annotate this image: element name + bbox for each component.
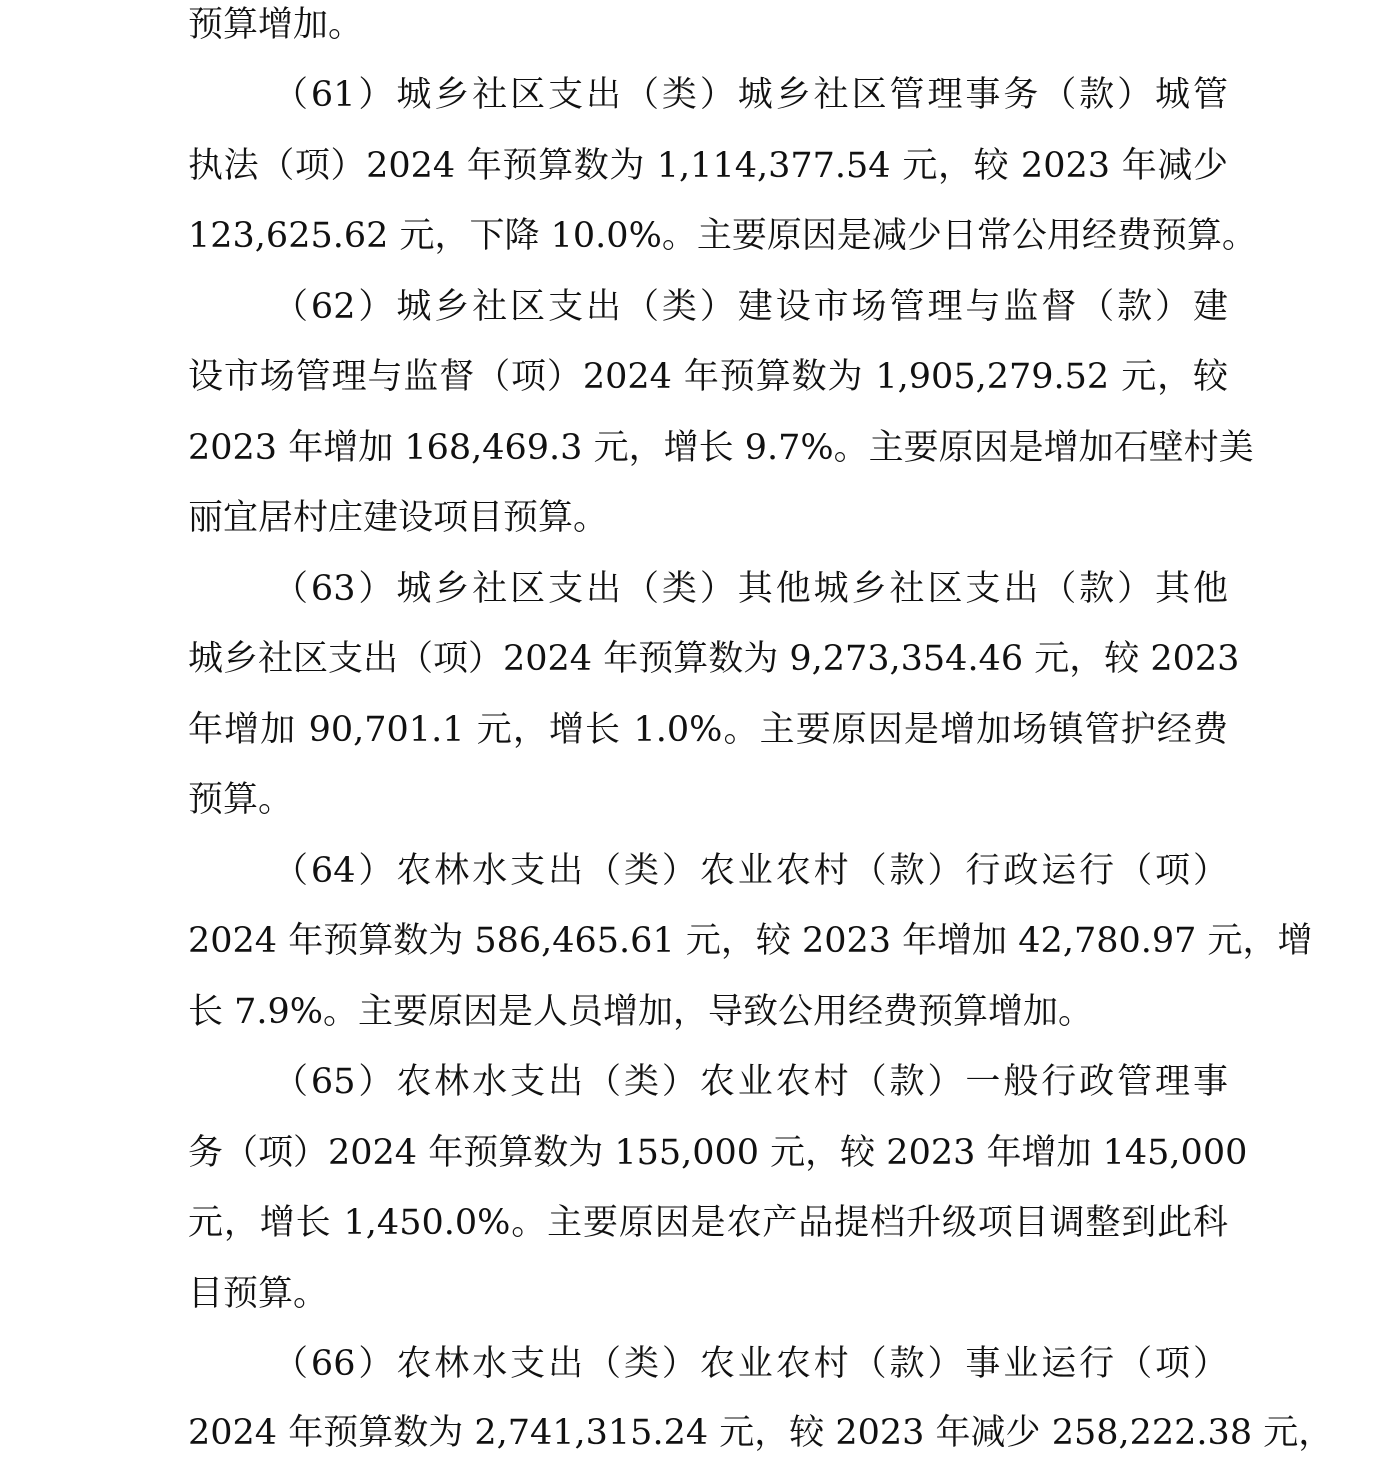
text-line: 年增加 90,701.1 元，增长 1.0%。主要原因是增加场镇管护经费	[188, 710, 1228, 750]
text-line: 2023 年增加 168,469.3 元，增长 9.7%。主要原因是增加石壁村美	[188, 428, 1254, 468]
text-line: 丽宜居村庄建设项目预算。	[188, 498, 609, 538]
paragraph-64-heading-line: （64）农林水支出（类）农业农村（款）行政运行（项）	[273, 851, 1228, 891]
paragraph-62-heading-line: （62）城乡社区支出（类）建设市场管理与监督（款）建	[273, 287, 1228, 327]
text-line: 务（项）2024 年预算数为 155,000 元，较 2023 年增加 145,000	[188, 1133, 1248, 1173]
text-line: 城乡社区支出（项）2024 年预算数为 9,273,354.46 元，较 2023	[188, 639, 1240, 679]
paragraph-65-heading-line: （65）农林水支出（类）农业农村（款）一般行政管理事	[273, 1062, 1228, 1102]
text-line: 预算。	[188, 780, 294, 820]
text-line: 123,625.62 元，下降 10.0%。主要原因是减少日常公用经费预算。	[188, 216, 1257, 256]
text-line: 长 7.9%。主要原因是人员增加，导致公用经费预算增加。	[188, 992, 1094, 1032]
text-line: 设市场管理与监督（项）2024 年预算数为 1,905,279.52 元，较	[188, 357, 1228, 397]
paragraph-66-heading-line: （66）农林水支出（类）农业农村（款）事业运行（项）	[273, 1344, 1228, 1384]
paragraph-63-heading-line: （63）城乡社区支出（类）其他城乡社区支出（款）其他	[273, 569, 1228, 609]
paragraph-61-heading-line: （61）城乡社区支出（类）城乡社区管理事务（款）城管	[273, 75, 1228, 115]
text-line: 2024 年预算数为 2,741,315.24 元，较 2023 年减少 258,222.38 元，	[188, 1413, 1334, 1453]
text-line: 元，增长 1,450.0%。主要原因是农产品提档升级项目调整到此科	[188, 1203, 1228, 1243]
text-line: 执法（项）2024 年预算数为 1,114,377.54 元，较 2023 年减少	[188, 146, 1228, 186]
text-line: 2024 年预算数为 586,465.61 元，较 2023 年增加 42,780.97 元，增	[188, 921, 1313, 961]
text-line: 目预算。	[188, 1274, 329, 1314]
text-line: 预算增加。	[188, 5, 364, 45]
